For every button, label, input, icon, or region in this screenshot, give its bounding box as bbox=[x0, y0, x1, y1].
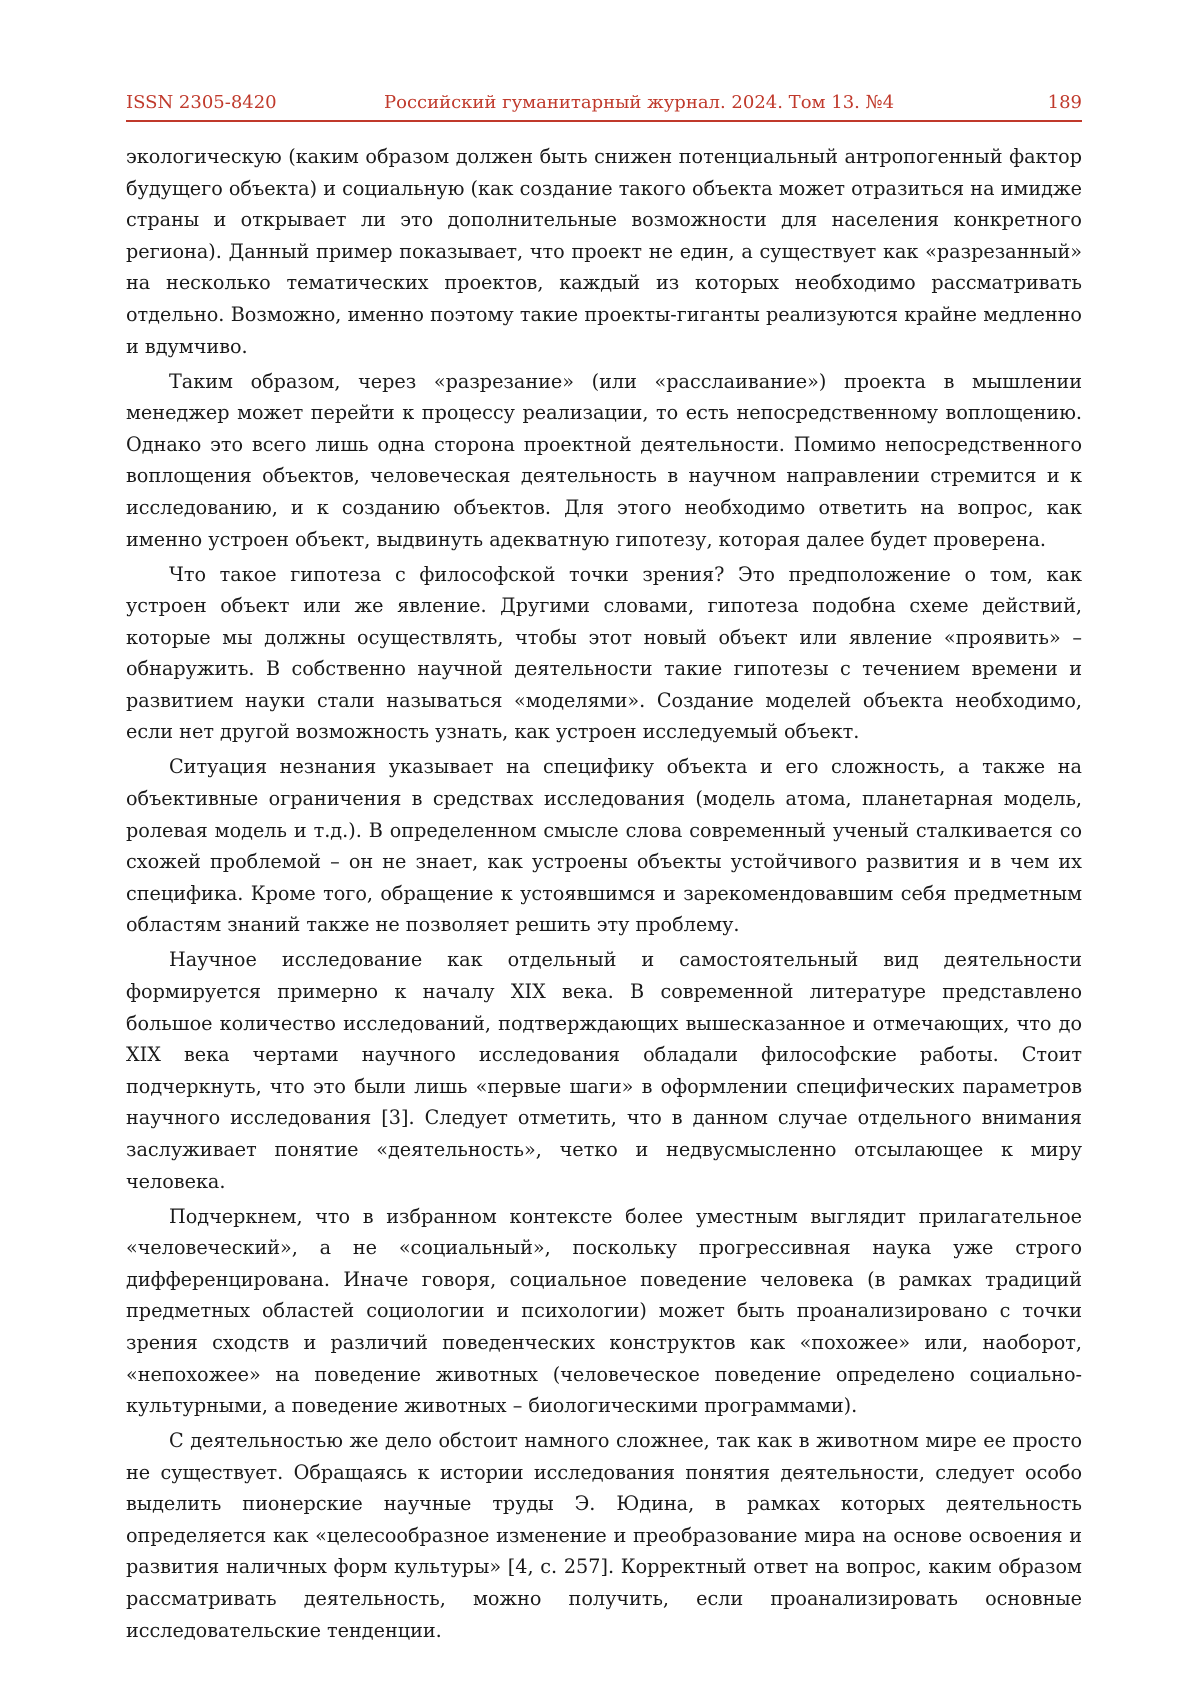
paragraph: Ситуация незнания указывает на специфику объекта и его сложность, а также на объективные ограничения в средствах исследования (модель атома, планетарная модель, ролевая модель и т.д.). В определенном смысле слова современный ученый сталкивается со схожей проблемой – он не знает, как устроены объекты устойчивого развития и в чем их специфика. Кроме того, обращение к устоявшимся и зарекомендовавшим себя предметным областям знаний также не позволяет решить эту проблему. bbox=[126, 755, 1082, 937]
issn-label: ISSN 2305-8420 bbox=[126, 92, 277, 113]
paragraph: Научное исследование как отдельный и самостоятельный вид деятельности формируется примерно к началу XIX века. В современной литературе представлено большое количество исследований, подтверждающих вышесказанное и отмечающих, что до XIX века чертами научного исследования обладали философские работы. Стоит подчеркнуть, что это были лишь «первые шаги» в оформлении специфических параметров научного исследования [3]. Следует отметить, что в данном случае отдельного внимания заслуживает понятие «деятельность», четко и недвусмысленно отсылающее к миру человека. bbox=[126, 948, 1082, 1193]
paragraph: Что такое гипотеза с философской точки зрения? Это предположение о том, как устроен объект или же явление. Другими словами, гипотеза подобна схеме действий, которые мы должны осуществлять, чтобы этот новый объект или явление «проявить» – обнаружить. В собственно научной деятельности такие гипотезы с течением времени и развитием науки стали называться «моделями». Создание моделей объекта необходимо, если нет другой возможность узнать, как устроен исследуемый объект. bbox=[126, 562, 1082, 744]
page-number: 189 bbox=[1047, 92, 1082, 113]
paragraph: С деятельностью же дело обстоит намного сложнее, так как в животном мире ее просто не существует. Обращаясь к истории исследования понятия деятельности, следует особо выделить пионерские научные труды Э. Юдина, в рамках которых деятельность определяется как «целесообразное изменение и преобразование мира на основе освоения и развития наличных форм культуры» [4, с. 257]. Корректный ответ на вопрос, каким образом рассматривать деятельность, можно получить, если проанализировать основные исследовательские тенденции. bbox=[126, 1429, 1082, 1642]
article-body bbox=[126, 141, 1082, 1650]
header-divider bbox=[126, 120, 1082, 122]
running-header bbox=[126, 92, 1082, 120]
journal-title: Российский гуманитарный журнал. 2024. Том 13. №4 bbox=[384, 92, 895, 113]
paragraph: экологическую (каким образом должен быть снижен потенциальный антропогенный фактор будущего объекта) и социальную (как создание такого объекта может отразиться на имидже страны и открывает ли это дополнительные возможности для населения конкретного региона). Данный пример показывает, что проект не един, а существует как «разрезанный» на несколько тематических проектов, каждый из которых необходимо рассматривать отдельно. Возможно, именно поэтому такие проекты-гиганты реализуются крайне медленно и вдумчиво. bbox=[126, 145, 1082, 358]
paragraph: Подчеркнем, что в избранном контексте более уместным выглядит прилагательное «человеческий», а не «социальный», поскольку прогрессивная наука уже строго дифференцирована. Иначе говоря, социальное поведение человека (в рамках традиций предметных областей социологии и психологии) может быть проанализировано с точки зрения сходств и различий поведенческих конструктов как «похожее» или, наоборот, «непохожее» на поведение животных (человеческое поведение определено социально-культурными, а поведение животных – биологическими программами). bbox=[126, 1204, 1082, 1418]
paragraph: Таким образом, через «разрезание» (или «расслаивание») проекта в мышлении менеджер может перейти к процессу реализации, то есть непосредственному воплощению. Однако это всего лишь одна сторона проектной деятельности. Помимо непосредственного воплощения объектов, человеческая деятельность в научном направлении стремится и к исследованию, и к созданию объектов. Для этого необходимо ответить на вопрос, как именно устроен объект, выдвинуть адекватную гипотезу, которая далее будет проверена. bbox=[126, 369, 1082, 551]
